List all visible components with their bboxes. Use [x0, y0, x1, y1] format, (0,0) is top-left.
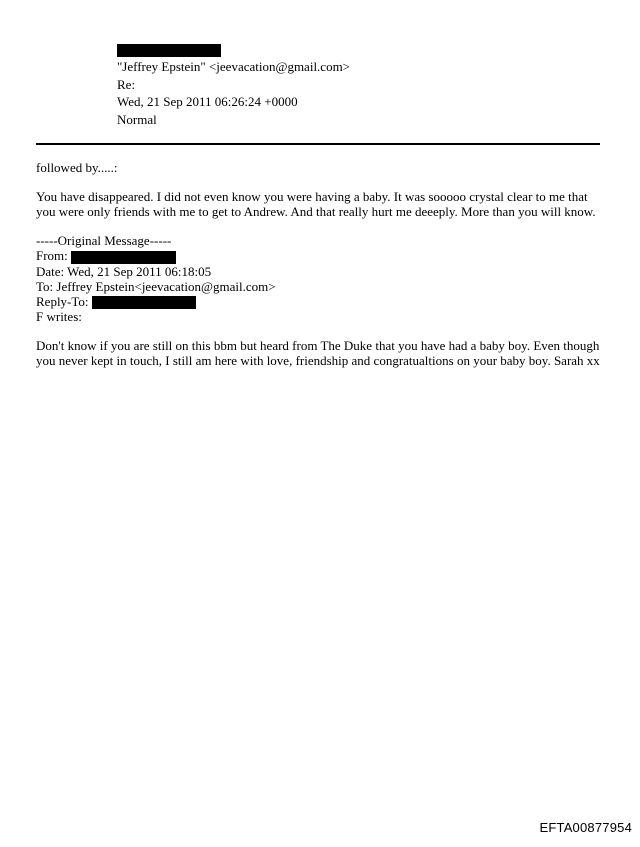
body-paragraph-reply: You have disappeared. I did not even know you were having a baby. It was sooooo crystal clear to me that you were only friends with me to get to Andrew. And that really hurt me deeeply. More than you will know. [36, 189, 596, 219]
original-date-line: Date: Wed, 21 Sep 2011 06:18:05 [36, 263, 212, 279]
original-message-marker: -----Original Message----- [36, 233, 172, 248]
header-divider [36, 143, 600, 145]
to-value: "Jeffrey Epstein" <jeevacation@gmail.com> [117, 59, 351, 74]
original-from-label: From: [36, 248, 68, 263]
redaction-bar [92, 296, 196, 309]
importance-value: Normal [117, 112, 157, 127]
original-writes-line: F writes: [36, 309, 82, 325]
email-body [36, 160, 606, 368]
document-id: EFTA00877954 [539, 820, 632, 835]
original-message-block [36, 233, 606, 324]
redaction-bar [117, 44, 221, 57]
original-to-line: To: Jeffrey Epstein<jeevacation@gmail.com> [36, 278, 276, 294]
redaction-bar [71, 251, 176, 264]
date-value: Wed, 21 Sep 2011 06:26:24 +0000 [117, 94, 298, 109]
original-reply-to-label: Reply-To: [36, 293, 89, 309]
subject-value: Re: [117, 77, 136, 92]
body-paragraph-followed-by: followed by.....: [36, 160, 118, 175]
from-value-redacted [117, 40, 221, 57]
original-reply-to-line [36, 294, 606, 310]
body-paragraph-original: Don't know if you are still on this bbm but heard from The Duke that you have had a baby boy. Even though you never kept in touch, I still am here with love, friendship and congratualtions on your baby boy. Sarah xx [36, 338, 600, 369]
original-from-line [36, 248, 606, 264]
